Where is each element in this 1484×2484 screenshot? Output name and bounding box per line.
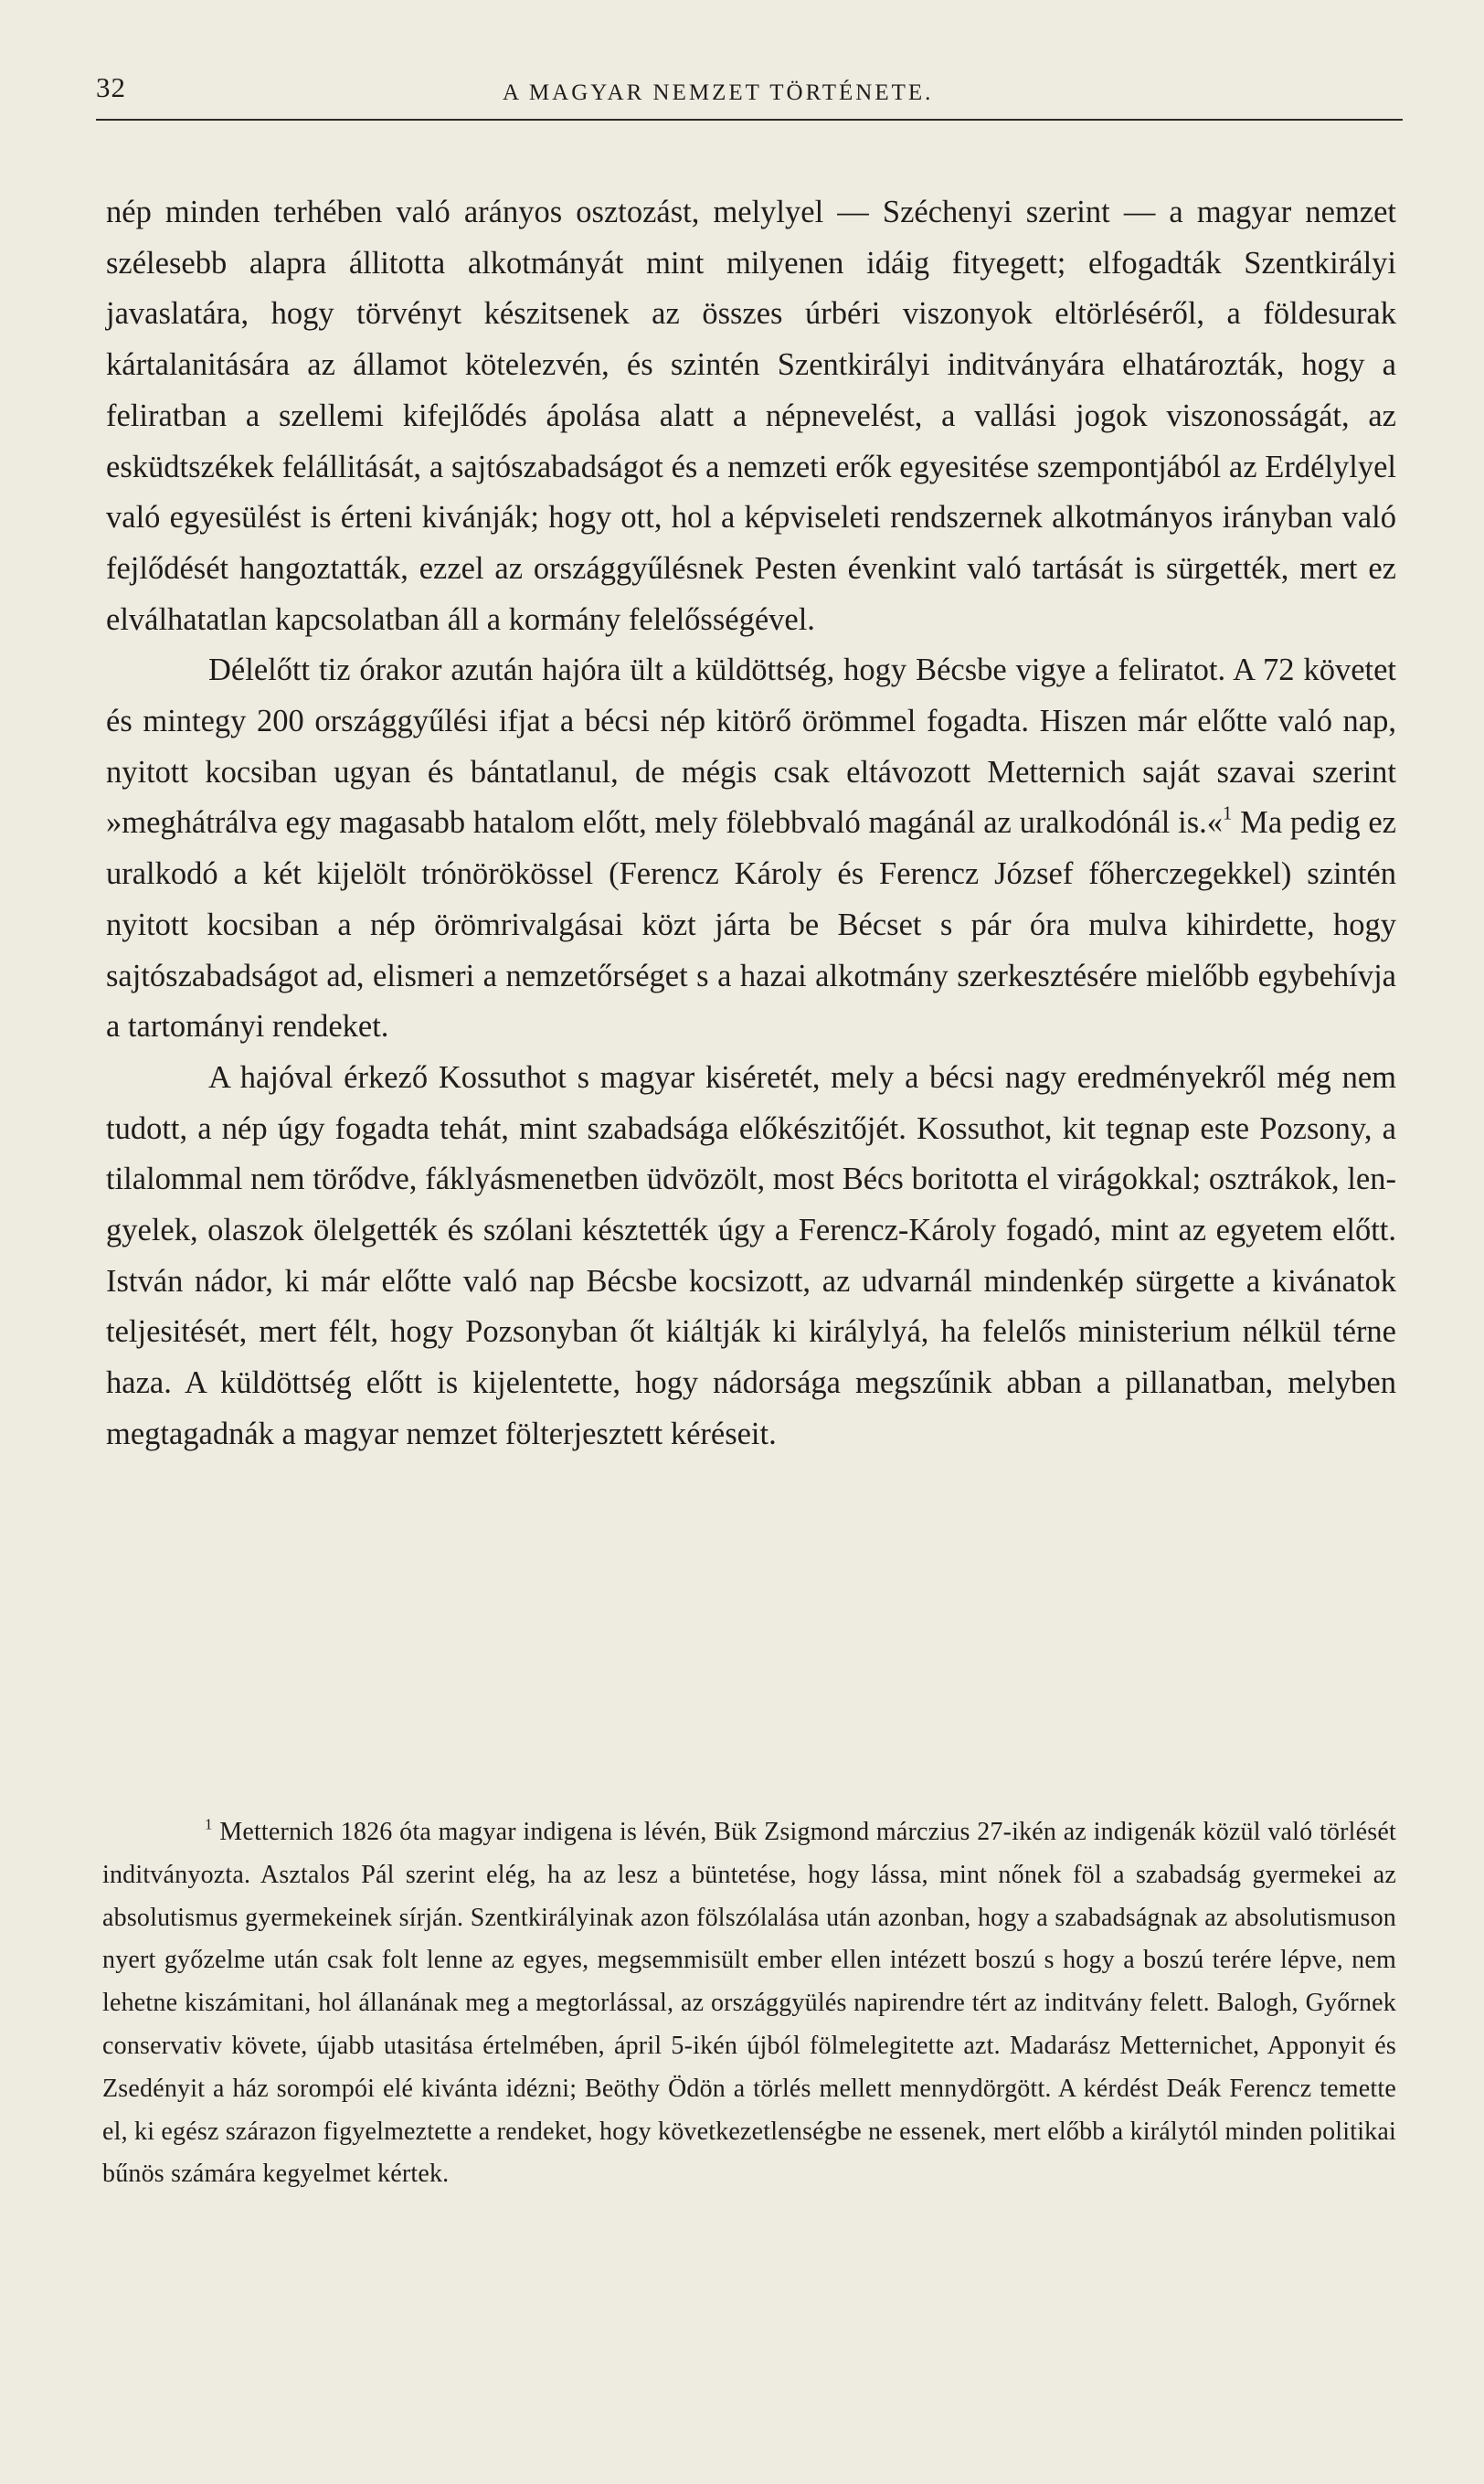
- paragraph-2-continuation: Ma pedig ez uralkodó a két kijelölt trónörökössel (Ferencz Károly és Ferencz József főherczegekkel) szintén nyitott kocsiban a nép örömrivalgásai közt járta be Bécset s pár óra mulva kihirdette, hogy sajtószabadságot ad, elismeri a nemzetőrséget s a hazai alkotmány szerkesztésére mielőbb egybehívja a tartományi rendeket.: [106, 805, 1396, 1045]
- footnote-text: Metternich 1826 óta magyar indigena is lévén, Bük Zsigmond márczius 27-ikén az indigenák közül való törlését inditványozta. Asztalos Pál szerint elég, ha az lesz a büntetése, hogy lássa, mint nőnek föl a szabadság gyermekei az absolutismus gyermekeinek sírján. Szentkirályinak azon fölszólalása után azonban, hogy a szabadságnak az absolutismuson nyert győzelme után csak folt lenne az egyes, megsemmisült ember ellen intézett boszú s hogy a boszú terére lépve, nem lehetne kiszámitani, hol állanának meg a megtorlással, az országgyülés napirendre tért az inditvány felett. Balogh, Győrnek conservativ követe, újabb utasitása értelmében, ápril 5-ikén újból fölmelegitette azt. Madarász Metternichet, Apponyit és Zsedényit a ház sorompói elé kivánta idézni; Beöthy Ödön a törlés mellett mennydörgött. A kérdést Deák Ferencz temette el, ki egész szárazon figyelmeztette a rendeket, hogy következetlenségbe ne essenek, mert előbb a királytól minden politikai bűnös számára kegyelmet kértek.: [102, 1818, 1396, 2189]
- body-text: [106, 187, 1396, 1460]
- paragraph-1: nép minden terhében való arányos osztozást, melylyel — Széchenyi szerint — a magyar nemzet szélesebb alapra állitotta alkotmányát mint milyenen idáig fityegett; elfogadták Szentkirályi javaslatára, hogy törvényt készitsenek az összes úrbéri viszonyok eltörléséről, a földesurak kártalanitására az államot kötelezvén, és szintén Szentkirályi inditványára elhatározták, hogy a feliratban a szellemi kifejlődés ápolása alatt a népnevelést, a vallási jogok viszonosságát, az esküdtszékek felállitását, a sajtószabadságot és a nemzeti erők egyesitése szempontjából az Erdélylyel való egyesülést is érteni kivánják; hogy ott, hol a képviseleti rendszernek alkotmányos irányban való fejlődését hangoztatták, ezzel az országgyűlésnek Pesten évenkint való tartását is sürgették, mert ez elválhatatlan kapcsolatban áll a kormány felelősségével.: [106, 195, 1396, 637]
- footnote-marker: 1: [205, 1815, 213, 1833]
- header-rule: [96, 119, 1403, 121]
- paragraph-2-text: Délelőtt tiz órakor azután hajóra ült a küldöttség, hogy Bécsbe vigye a feliratot. A 72 követet és mintegy 200 országgyűlési ifjat a bécsi nép kitörő örömmel fogadta. Hiszen már előtte való nap, nyitott kocsiban ugyan és bántatlanul, de mégis csak eltávozott Metternich saját szavai szerint »meghátrálva egy magasabb hatalom előtt, mely fölebbvaló magánál az uralkodónál is.«: [106, 653, 1396, 841]
- footnote-ref[interactable]: 1: [1223, 803, 1233, 824]
- paragraph-2: [106, 645, 1396, 1053]
- footnotes: [102, 1811, 1396, 2196]
- page-header: [96, 71, 1403, 108]
- running-title: A MAGYAR NEMZET TÖRTÉNETE.: [503, 80, 934, 105]
- footnote-1: [102, 1811, 1396, 2196]
- page-number: 32: [96, 71, 126, 103]
- paragraph-3: A hajóval érkező Kossuthot s magyar kiséretét, mely a bécsi nagy eredményekről még nem tudott, a nép úgy fogadta tehát, mint szabadsága előkészitőjét. Kossuthot, kit tegnap este Pozsony, a tilalommal nem törődve, fáklyásmenetben üdvözölt, most Bécs boritotta el virágokkal; osztrákok, lengyelek, olaszok ölelgették és szólani késztették úgy a Ferencz-Károly fogadó, mint az egyetem előtt. István nádor, ki már előtte való nap Bécsbe kocsizott, az udvarnál mindenkép sürgette a kivánatok teljesitését, mert félt, hogy Pozsonyban őt kiáltják ki királylyá, ha felelős ministerium nélkül térne haza. A küldöttség előtt is kijelentette, hogy nádorsága megszűnik abban a pillanatban, melyben megtagadnák a magyar nemzet fölterjesztett kéréseit.: [106, 1059, 1396, 1451]
